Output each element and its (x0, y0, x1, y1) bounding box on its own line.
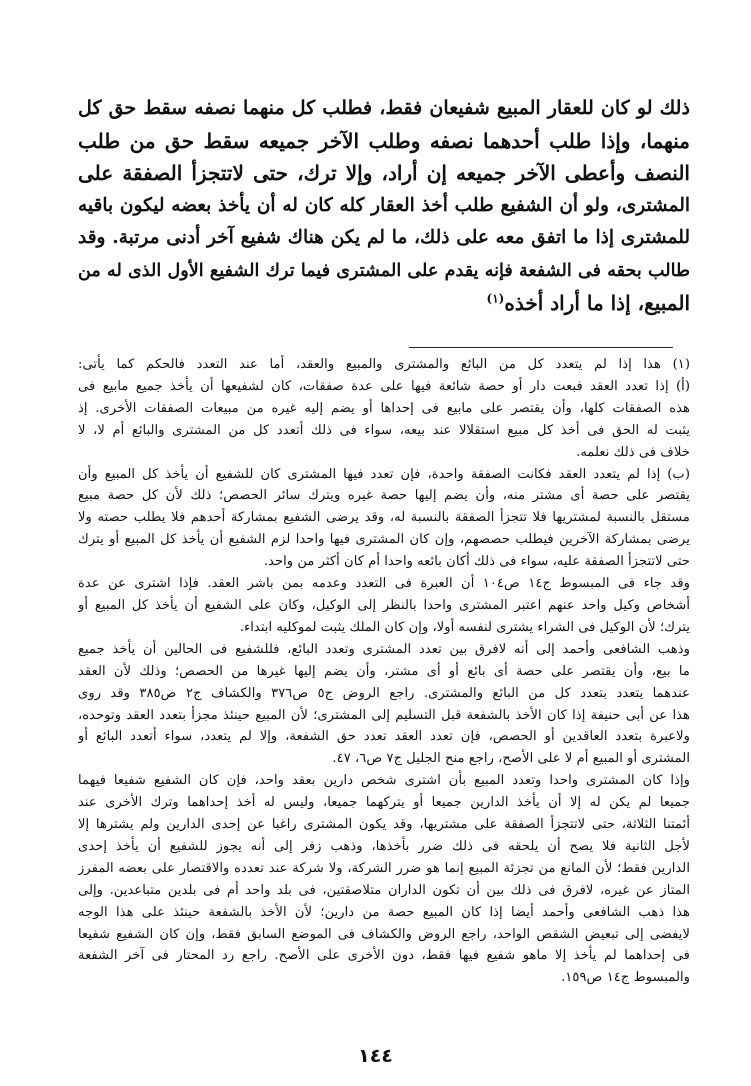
main-text-line: طالب بحقه فى الشفعة فإنه يقدم على المشترى فيما ترك الشفيع الأول الذى له من (78, 259, 690, 281)
footnote-paragraph (78, 573, 690, 639)
footnote-line: الدارين فقط؛ لأن المانع من تجزئة المبيع إنما هو ضرر الشركة، ولا شركة عند تعدده والاقتصار على بعضه المفرز (78, 860, 690, 876)
footnote-line: هذا عن أبى حنيفة إذا كان الأخذ بالشفعة قبل التسليم إلى المشترى؛ لأن المبيع حينئذ مجزأ بتعدد العقد وتوحده، (78, 707, 690, 723)
footnotes-block (78, 354, 690, 989)
footnote-line: المتاز عن غيره، لافرق فى ذلك بين أن تكون الداران متلاصقتين، فى بلد واحد أم فى بلدين متباعدين. وإلى (78, 882, 690, 898)
footnote-line: مستقل بالنسبة لمشتريها فلا تتجزأ الصفقة بالنسبة له، وقد يرضى الشفيع بمشاركة أحدهم فلا يطلب حصته ولا (78, 510, 690, 526)
footnote-line: هذه الصفقات كلها، وأن يقتصر على مابيع فى إحداها أو يضم إليه غيره من مبيعات الصفقات الأخرى. إذ (78, 400, 690, 416)
footnote-line: يرضى بمشاركة الآخرين فيطلب حصصهم، وإن كان المشترى فيها واحدا لزم الشفيع أن يأخذ كل المبيع أو يترك (78, 532, 690, 548)
footnote-line: ما بيع، وأن يقتصر على حصة أى بائع أو أى مشتر، وأن يضم إليها غيرها من الحصص؛ وذلك لأن العقد (78, 663, 690, 679)
footnote-line: يقتصر على حصة أى مشتر منه، وأن يضم إليها حصة غيره ويترك سائر الحصص؛ ذلك لأن كل حصة مبيع (78, 488, 690, 504)
footnote-line: أشخاص وكيل واحد عنهم اعتبر المشترى واحدا بالنظر إلى الوكيل، وكان على الشفيع أن يأخذ كل المبيع أو (78, 597, 690, 613)
footnote-line: والمبسوط ج١٤ ص١٥٩. (561, 970, 690, 986)
main-text-line: ذلك لو كان للعقار المبيع شفيعان فقط، فطلب كل منهما نصفه سقط حق كل (78, 96, 690, 119)
footnote-line: (ب) إذا لم يتعدد العقد فكانت الصفقة واحدة، فإن تعدد فيها المشترى كان للشفيع أن يأخذ كل المبيع وأن (78, 466, 690, 482)
footnote-line: (أ) إذا تعدد العقد فبعت دار أو حصة شائعة فيها على عدة صفقات، كان لشفيعها أن يأخذ جميع مابيع فى (78, 378, 690, 394)
main-text-line: منهما، وإذا طلب أحدهما نصفه وطلب الآخر جميعه سقط حق من طلب (78, 128, 690, 153)
footnote-line: وقد جاء فى المبسوط ج١٤ ص١٠٤ أن العبرة فى التعدد وعدمه بمن باشر العقد. فإذا اشترى عن عدة (78, 576, 690, 592)
footnote-line: عندهما يتعدد بتعدد كل من البائع والمشترى. راجع الروض ج٥ ص٣٧٦ والكشاف ج٢ ص٣٨٥ وقد روى (78, 685, 690, 701)
main-text-line-content: المبيع، إذا ما أراد أخذه (504, 291, 690, 315)
footnote-reference-marker: (١) (486, 291, 505, 306)
footnote-line: جميعا لم يكن له إلا أن يأخذ الدارين جميعا أو يتركهما جميعا، وليس له أخذ إحداهما وترك الأخرى عند (78, 795, 690, 811)
footnote-line: وإذا كان المشترى واحدا وتعدد المبيع بأن اشترى شخص دارين بعقد واحد، فإن كان الشفيع شفيعا فيهما (78, 773, 690, 789)
footnote-line: لأجل الثانية فلا يصح أن يلحقه فى ذلك ضرر بأخذها، وذهب زفر إلى أنه يجوز للشفيع أن يأخذ إحدى (78, 838, 690, 854)
main-text-block (78, 92, 690, 320)
footnote-paragraph (78, 639, 690, 770)
main-text-line: المشترى، ولو أن الشفيع طلب أخذ العقار كله كان له أن يأخذ بعضه ليكون باقيه (78, 194, 690, 216)
footnote-line: لايفضى إلى تبعيض الشقص الواحد، راجع الروض والكشاف فى الموضع السابق فقط، وإن كان الشفيع شفيعا (78, 926, 690, 942)
footnote-line: حتى لاتتجزأ الصفقة عليه، سواء فى ذلك أكان بائعه واحدا أم كان أكثر من واحد. (263, 554, 690, 570)
footnote-line: أئمتنا الثلاثة، حتى لاتتجزأ الصفقة على مشتريها، وقد يكون المشترى راغبا عن إحدى الدارين ولم يشترها إلا (78, 817, 690, 833)
footnote-line: هذا ذهب الشافعى وأحمد أيضا إذا كان المبيع حصة من دارين؛ لأن الأخذ بالشفعة حينئذ على هذا الوجه (78, 904, 690, 920)
footnote-separator-rule (409, 347, 673, 348)
footnote-line: خلاف فى ذلك نعلمه. (576, 444, 690, 460)
footnote-paragraph (78, 464, 690, 574)
footnote-line: وذهب الشافعى وأحمد إلى أنه لافرق بين تعدد المشترى وتعدد البائع، فللشفيع فى الحالين أن يأخذ جميع (78, 641, 690, 657)
footnote-line: يثبت له الحق فى أخذ كل مبيع استقلالا عند بيعه، سواء فى ذلك أتعدد كل من المشترى والبائع أم لا، لا (78, 422, 690, 438)
main-text-line: النصف وأعطى الآخر جميعه إن أراد، وإلا ترك، حتى لاتتجزأ الصفقة على (78, 161, 690, 185)
main-text-last-line (78, 287, 690, 320)
footnote-line: فى إحداهما لم يأخذ إلا ماهو شفيع فيها فقط، دون الأخرى على الأصح. راجع رد المحتار فى آخر الشفعة (78, 948, 690, 964)
page-number: ١٤٤ (358, 1045, 393, 1067)
footnote-line: (١) هذا إذا لم يتعدد كل من البائع والمشترى والمبيع والعقد، أما عند التعدد فالحكم كما يأتى: (78, 357, 690, 372)
footnote-paragraph (78, 770, 690, 989)
footnote-line: ولاعبرة بتعدد العاقدين أو الحصص، فإن تعدد العقد تعدد حق الشفعة، وإلا لم يتعدد، سواء أتعدد البائع أو (78, 729, 690, 745)
main-text-line: للمشترى إذا ما اتفق معه على ذلك، ما لم يكن هناك شفيع آخر أدنى مرتبة. وقد (78, 227, 690, 248)
footnote-paragraph (78, 354, 690, 464)
footnote-line: يترك؛ لأن الوكيل فى الشراء يشترى لنفسه أولا، وإن كان الملك يثبت لموكليه ابتداء. (239, 619, 690, 635)
footnote-line: المشترى أو المبيع أم لا على الأصح، راجع منح الجليل ج٧ ص٦، ٤٧. (332, 751, 690, 767)
